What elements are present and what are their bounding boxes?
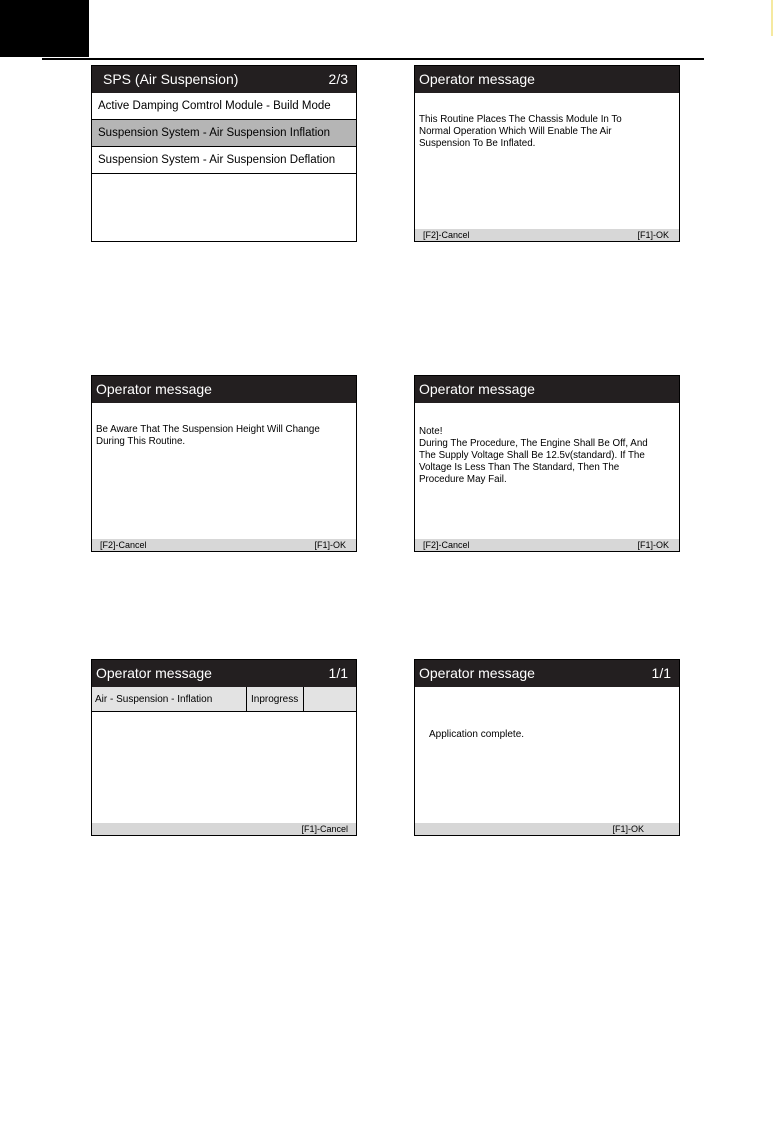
menu-item-air-deflation[interactable]: Suspension System - Air Suspension Deflation — [92, 147, 356, 174]
message-titlebar — [415, 660, 679, 687]
page-indicator: 1/1 — [651, 665, 671, 681]
screen-title: Operator message — [419, 71, 535, 87]
edge-mark — [771, 0, 773, 36]
cancel-button[interactable]: [F2]-Cancel — [100, 540, 147, 550]
message-text: Note! During The Procedure, The Engine Shall Be Off, And The Supply Voltage Shall Be 12.5v(standard). If The Voltage Is Less Than The Standard, Then The Procedure May Fail. — [419, 426, 648, 485]
complete-screen — [414, 659, 680, 836]
menu-item-air-inflation[interactable]: Suspension System - Air Suspension Inflation — [92, 120, 356, 147]
message-titlebar — [92, 660, 356, 687]
page-indicator: 1/1 — [328, 665, 348, 681]
ok-button[interactable]: [F1]-OK — [637, 540, 669, 550]
message-text: Be Aware That The Suspension Height Will Change During This Routine. — [96, 424, 320, 447]
footer-bar — [415, 229, 679, 241]
complete-message: Application complete. — [429, 729, 525, 740]
cancel-button[interactable]: [F1]-Cancel — [301, 824, 348, 834]
ok-button[interactable]: [F1]-OK — [637, 230, 669, 240]
footer-bar — [92, 823, 356, 835]
header-rule — [42, 58, 704, 60]
status-badge: Inprogress — [247, 687, 304, 711]
footer-bar — [415, 539, 679, 551]
message-titlebar — [415, 376, 679, 403]
page-indicator: 2/3 — [328, 71, 348, 87]
cancel-button[interactable]: [F2]-Cancel — [423, 230, 470, 240]
message-text: This Routine Places The Chassis Module In To Normal Operation Which Will Enable The Air Suspension To Be Inflated. — [419, 114, 622, 149]
footer-bar — [92, 539, 356, 551]
operator-message-screen-2 — [91, 375, 357, 552]
header-block — [0, 0, 89, 57]
message-titlebar — [415, 66, 679, 93]
ok-button[interactable]: [F1]-OK — [612, 824, 644, 834]
sps-titlebar — [92, 66, 356, 93]
operator-message-screen-3 — [414, 375, 680, 552]
screen-title: Operator message — [419, 381, 535, 397]
progress-screen — [91, 659, 357, 836]
status-row — [92, 687, 356, 712]
operator-message-screen-1 — [414, 65, 680, 242]
screen-title: Operator message — [96, 665, 212, 681]
screen-title: SPS (Air Suspension) — [103, 71, 239, 87]
menu-item-build-mode[interactable]: Active Damping Comtrol Module - Build Mode — [92, 93, 356, 120]
ok-button[interactable]: [F1]-OK — [314, 540, 346, 550]
sps-menu-screen — [91, 65, 357, 242]
cancel-button[interactable]: [F2]-Cancel — [423, 540, 470, 550]
footer-bar — [415, 823, 679, 835]
screen-title: Operator message — [96, 381, 212, 397]
screen-title: Operator message — [419, 665, 535, 681]
routine-name: Air - Suspension - Inflation — [92, 687, 247, 711]
message-titlebar — [92, 376, 356, 403]
